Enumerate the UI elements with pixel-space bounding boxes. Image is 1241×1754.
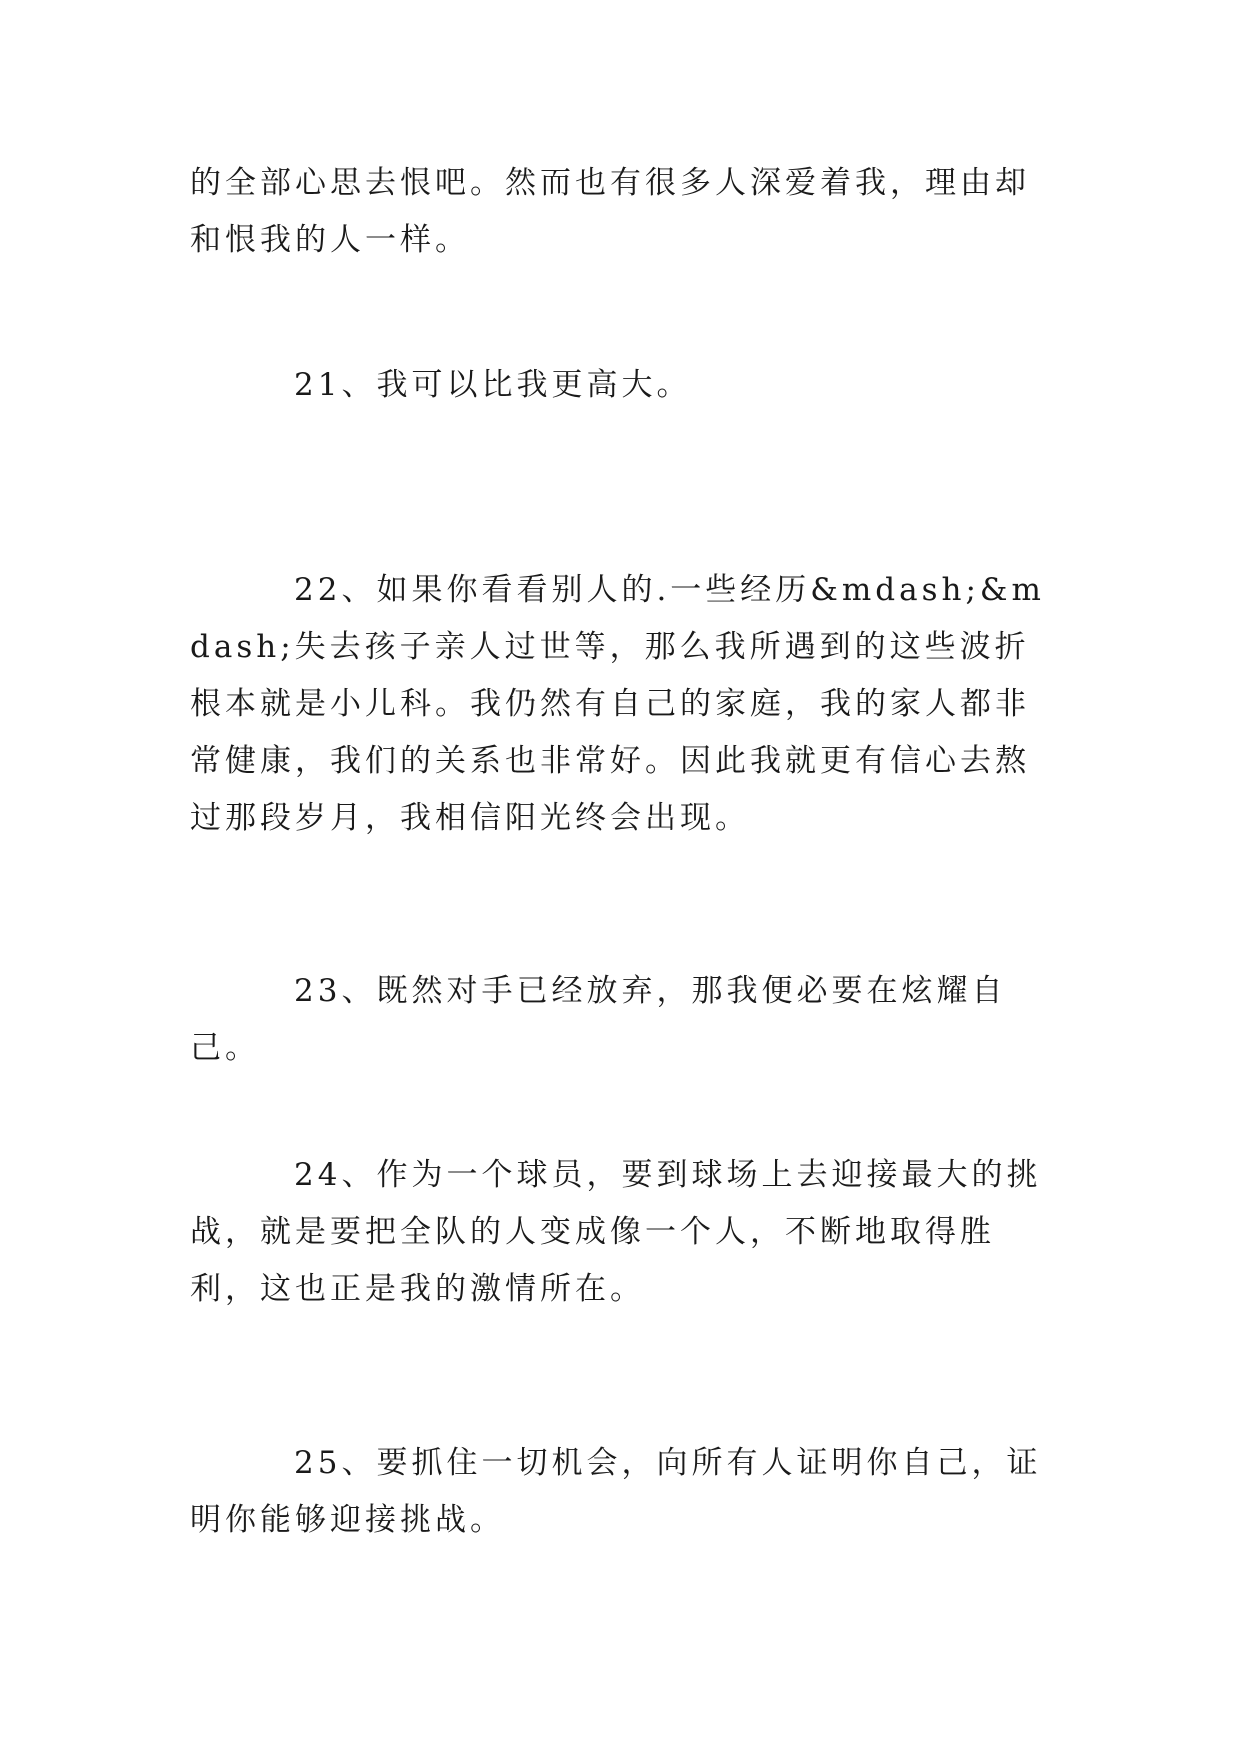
paragraph-23: 23、既然对手已经放弃，那我便必要在炫耀自己。 [190,973,1007,1066]
paragraph-22: 22、如果你看看别人的.一些经历&mdash;&mdash;失去孩子亲人过世等，那么我所遇到的这些波折根本就是小儿科。我仍然有自己的家庭，我的家人都非常健康，我们的关系也非常好。因此我就更有信心去熬过那段岁月，我相信阳光终会出现。 [190,572,1045,836]
paragraph-continuation: 的全部心思去恨吧。然而也有很多人深爱着我，理由却和恨我的人一样。 [190,165,1030,258]
paragraph-24: 24、作为一个球员，要到球场上去迎接最大的挑战，就是要把全队的人变成像一个人，不断地取得胜利，这也正是我的激情所在。 [190,1157,1042,1307]
paragraph-21: 21、我可以比我更高大。 [294,367,692,403]
paragraph-25: 25、要抓住一切机会，向所有人证明你自己，证明你能够迎接挑战。 [190,1445,1042,1538]
